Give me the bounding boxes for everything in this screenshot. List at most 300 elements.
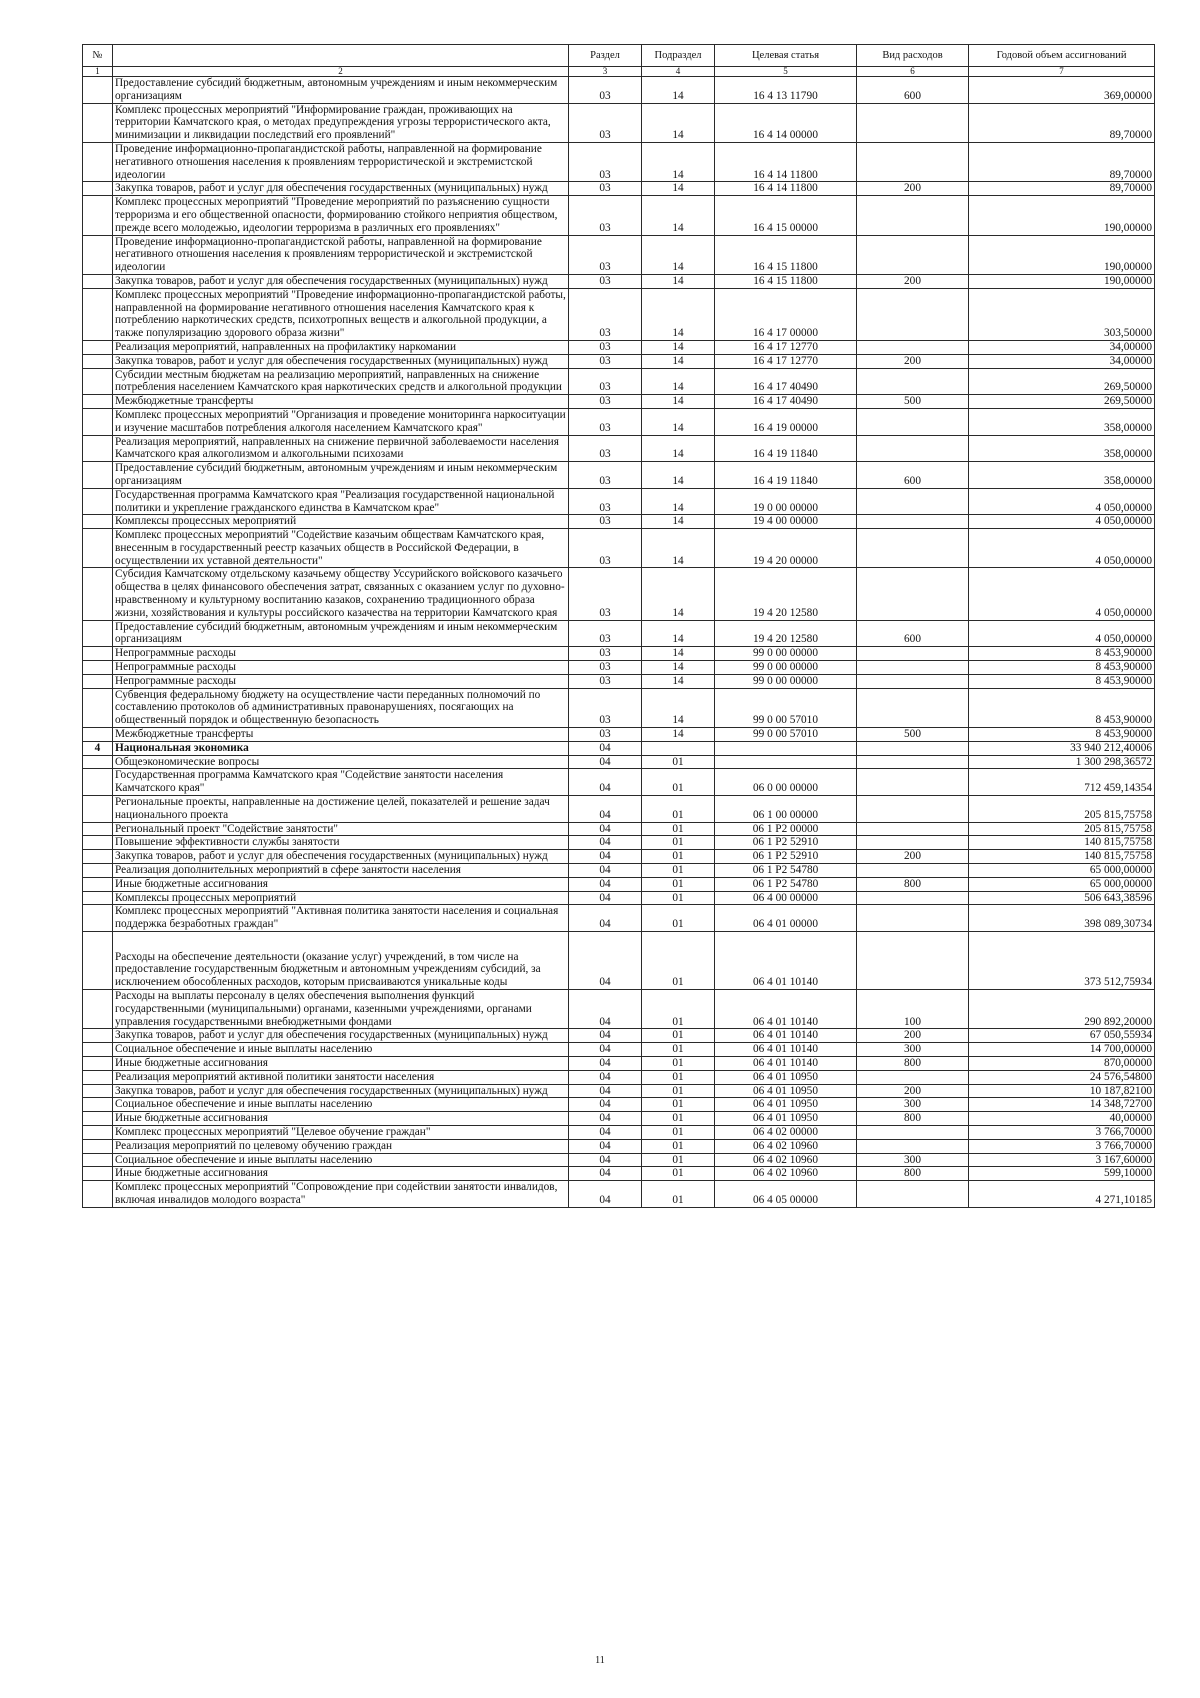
row-razdel: 04 [569,864,642,878]
row-celevaya: 06 1 P2 54780 [715,877,857,891]
table-row [83,462,1155,489]
row-podrazdel: 14 [642,462,715,489]
row-celevaya: 06 4 01 10140 [715,1029,857,1043]
row-name: Непрограммные расходы [113,647,569,661]
row-razdel: 04 [569,932,642,990]
row-podrazdel: 01 [642,1043,715,1057]
table-row [83,1125,1155,1139]
table-row [83,796,1155,823]
row-podrazdel: 14 [642,728,715,742]
row-name: Региональные проекты, направленные на достижение целей, показателей и решение задач национального проекта [113,796,569,823]
row-sum: 14 700,00000 [969,1043,1155,1057]
row-name: Комплексы процессных мероприятий [113,891,569,905]
table-row [83,1139,1155,1153]
header-celevaya: Целевая статья [715,45,857,67]
row-number [83,647,113,661]
row-celevaya: 06 4 01 10950 [715,1084,857,1098]
table-row [83,340,1155,354]
header-obem: Годовой объем ассигнований [969,45,1155,67]
row-celevaya: 06 1 P2 54780 [715,864,857,878]
row-celevaya: 16 4 17 12770 [715,354,857,368]
row-celevaya: 06 4 02 10960 [715,1167,857,1181]
row-number [83,864,113,878]
row-name: Закупка товаров, работ и услуг для обеспечения государственных (муниципальных) нужд [113,354,569,368]
row-name: Расходы на обеспечение деятельности (оказание услуг) учреждений, в том числе на предоставление государственным бюджетным и автономным учреждениям субсидий, за исключением обособленных расходов, которым присваиваются уникальные коды [113,932,569,990]
row-vid: 600 [857,620,969,647]
row-vid: 200 [857,354,969,368]
row-razdel: 04 [569,822,642,836]
row-sum: 3 766,70000 [969,1125,1155,1139]
row-number [83,769,113,796]
row-razdel: 03 [569,462,642,489]
row-name: Комплекс процессных мероприятий "Содействие казачьим обществам Камчатского края, внесенным в государственный реестр казачьих обществ в Российской Федерации, в осуществлении их уставной деятельности" [113,529,569,568]
row-sum: 14 348,72700 [969,1098,1155,1112]
row-vid [857,103,969,142]
row-vid [857,568,969,620]
row-celevaya: 16 4 19 11840 [715,462,857,489]
row-number [83,274,113,288]
row-podrazdel: 14 [642,568,715,620]
row-razdel: 04 [569,1153,642,1167]
row-podrazdel: 14 [642,661,715,675]
row-podrazdel: 14 [642,340,715,354]
row-sum: 8 453,90000 [969,647,1155,661]
row-vid: 800 [857,1167,969,1181]
row-name: Иные бюджетные ассигнования [113,1056,569,1070]
row-name: Субвенция федеральному бюджету на осуществление части переданных полномочий по составлению протоколов об административных правонарушениях, посягающих на общественный порядок и общественную безопасность [113,688,569,727]
row-podrazdel [642,741,715,755]
row-sum: 4 271,10185 [969,1181,1155,1208]
row-name: Закупка товаров, работ и услуг для обеспечения государственных (муниципальных) нужд [113,1029,569,1043]
row-razdel: 04 [569,1043,642,1057]
row-name: Субсидии местным бюджетам на реализацию мероприятий, направленных на снижение потребления населением Камчатского края наркотических средств и алкогольной продукции [113,368,569,395]
row-podrazdel: 14 [642,288,715,340]
row-number [83,1070,113,1084]
row-sum: 369,00000 [969,77,1155,104]
row-sum: 4 050,00000 [969,529,1155,568]
row-podrazdel: 01 [642,822,715,836]
row-vid: 300 [857,1098,969,1112]
row-celevaya: 16 4 17 40490 [715,395,857,409]
row-name: Комплекс процессных мероприятий "Сопровождение при содействии занятости инвалидов, включая инвалидов молодого возраста" [113,1181,569,1208]
row-podrazdel: 01 [642,1084,715,1098]
row-razdel: 03 [569,182,642,196]
row-razdel: 04 [569,1112,642,1126]
row-celevaya [715,741,857,755]
row-vid: 800 [857,1112,969,1126]
header-num: № [83,45,113,67]
row-celevaya: 06 1 P2 52910 [715,836,857,850]
row-name: Общеэкономические вопросы [113,755,569,769]
row-name: Государственная программа Камчатского края "Реализация государственной национальной политики и укрепление гражданского единства в Камчатском крае" [113,488,569,515]
row-sum: 34,00000 [969,354,1155,368]
row-number [83,368,113,395]
table-row [83,822,1155,836]
row-celevaya: 16 4 13 11790 [715,77,857,104]
table-row [83,661,1155,675]
row-razdel: 03 [569,488,642,515]
table-row [83,103,1155,142]
row-razdel: 04 [569,1070,642,1084]
row-number [83,850,113,864]
row-name: Субсидия Камчатскому отдельскому казачьему обществу Уссурийского войскового казачьего общества в целях финансового обеспечения затрат, связанных с оказанием услуг по духовно-нравственному и культурному воспитанию казаков, сохранению традиционного образа жизни, хозяйствования и культуры российского казачества на территории Камчатского края [113,568,569,620]
row-sum: 190,00000 [969,235,1155,274]
row-sum: 8 453,90000 [969,688,1155,727]
row-vid: 200 [857,182,969,196]
row-sum: 358,00000 [969,408,1155,435]
row-name: Государственная программа Камчатского края "Содействие занятости населения Камчатского края" [113,769,569,796]
row-name: Иные бюджетные ассигнования [113,877,569,891]
row-podrazdel: 01 [642,1070,715,1084]
row-sum: 24 576,54800 [969,1070,1155,1084]
row-razdel: 04 [569,877,642,891]
table-row [83,1167,1155,1181]
row-name: Комплекс процессных мероприятий "Информирование граждан, проживающих на территории Камчатского края, о методах предупреждения угрозы террористического акта, минимизации и ликвидации последствий его проявлений" [113,103,569,142]
row-razdel: 03 [569,674,642,688]
row-podrazdel: 01 [642,1153,715,1167]
row-number [83,1029,113,1043]
row-vid [857,1070,969,1084]
row-celevaya: 99 0 00 00000 [715,674,857,688]
row-celevaya: 06 4 01 10950 [715,1070,857,1084]
row-podrazdel: 14 [642,77,715,104]
row-vid [857,1125,969,1139]
row-name: Межбюджетные трансферты [113,728,569,742]
row-razdel: 04 [569,1029,642,1043]
row-razdel: 04 [569,1084,642,1098]
row-name: Повышение эффективности службы занятости [113,836,569,850]
row-number [83,196,113,235]
row-name: Комплекс процессных мероприятий "Активная политика занятости населения и социальная поддержка безработных граждан" [113,905,569,932]
row-name: Комплекс процессных мероприятий "Организация и проведение мониторинга наркоситуации и изучение масштабов потребления алкоголя населением Камчатского края" [113,408,569,435]
row-vid: 600 [857,77,969,104]
row-podrazdel: 01 [642,769,715,796]
row-vid [857,932,969,990]
row-name: Предоставление субсидий бюджетным, автономным учреждениям и иным некоммерческим организациям [113,620,569,647]
row-sum: 140 815,75758 [969,850,1155,864]
row-razdel: 04 [569,796,642,823]
table-row [83,688,1155,727]
row-razdel: 03 [569,568,642,620]
row-sum: 190,00000 [969,196,1155,235]
row-razdel: 04 [569,755,642,769]
row-celevaya: 06 4 01 00000 [715,905,857,932]
row-sum: 373 512,75934 [969,932,1155,990]
row-celevaya: 06 0 00 00000 [715,769,857,796]
row-vid: 200 [857,1084,969,1098]
row-celevaya: 06 4 02 00000 [715,1125,857,1139]
row-sum: 506 643,38596 [969,891,1155,905]
row-name: Предоставление субсидий бюджетным, автономным учреждениям и иным некоммерческим организациям [113,462,569,489]
row-number [83,1125,113,1139]
row-celevaya: 06 4 01 10950 [715,1098,857,1112]
row-podrazdel: 14 [642,488,715,515]
row-razdel: 03 [569,395,642,409]
row-name: Комплекс процессных мероприятий "Проведение информационно-пропагандистской работы, направленной на формирование негативного отношения населения Камчатского края к потреблению наркотических средств, психотропных веществ и алкогольной продукции, а также популяризацию здорового образа жизни" [113,288,569,340]
row-razdel: 04 [569,905,642,932]
row-podrazdel: 14 [642,235,715,274]
row-name: Иные бюджетные ассигнования [113,1112,569,1126]
table-row [83,741,1155,755]
table-row [83,435,1155,462]
header-podrazdel: Подраздел [642,45,715,67]
row-podrazdel: 14 [642,515,715,529]
row-vid [857,515,969,529]
row-vid [857,905,969,932]
row-razdel: 03 [569,620,642,647]
table-row [83,395,1155,409]
row-razdel: 03 [569,529,642,568]
table-row [83,836,1155,850]
row-number [83,1043,113,1057]
row-number [83,688,113,727]
row-podrazdel: 01 [642,1125,715,1139]
row-celevaya: 06 4 02 10960 [715,1153,857,1167]
row-podrazdel: 01 [642,877,715,891]
row-number [83,932,113,990]
row-vid [857,891,969,905]
row-vid: 500 [857,395,969,409]
column-number: 1 [83,67,113,77]
row-razdel: 03 [569,340,642,354]
row-sum: 89,70000 [969,142,1155,181]
row-podrazdel: 14 [642,647,715,661]
row-name: Социальное обеспечение и иные выплаты населению [113,1098,569,1112]
row-number [83,435,113,462]
row-sum: 34,00000 [969,340,1155,354]
table-row [83,1098,1155,1112]
row-sum: 205 815,75758 [969,796,1155,823]
document-sheet [82,44,1154,1208]
row-number [83,1153,113,1167]
row-razdel: 04 [569,836,642,850]
row-podrazdel: 14 [642,274,715,288]
row-sum: 8 453,90000 [969,661,1155,675]
row-celevaya: 06 4 00 00000 [715,891,857,905]
row-vid [857,822,969,836]
row-razdel: 03 [569,408,642,435]
table-row [83,891,1155,905]
row-podrazdel: 14 [642,196,715,235]
row-celevaya: 06 4 01 10950 [715,1112,857,1126]
row-vid [857,196,969,235]
row-sum: 140 815,75758 [969,836,1155,850]
row-number [83,395,113,409]
row-number [83,1167,113,1181]
row-number [83,728,113,742]
row-vid: 600 [857,462,969,489]
row-name: Закупка товаров, работ и услуг для обеспечения государственных (муниципальных) нужд [113,182,569,196]
row-celevaya: 16 4 15 00000 [715,196,857,235]
row-razdel: 04 [569,1098,642,1112]
table-row [83,769,1155,796]
table-row [83,196,1155,235]
row-sum: 4 050,00000 [969,488,1155,515]
row-razdel: 04 [569,1167,642,1181]
table-row [83,77,1155,104]
row-name: Непрограммные расходы [113,661,569,675]
row-podrazdel: 14 [642,368,715,395]
row-celevaya: 06 1 P2 00000 [715,822,857,836]
row-podrazdel: 14 [642,688,715,727]
row-vid [857,235,969,274]
row-number [83,836,113,850]
row-razdel: 03 [569,103,642,142]
table-row [83,1056,1155,1070]
column-number: 4 [642,67,715,77]
row-name: Закупка товаров, работ и услуг для обеспечения государственных (муниципальных) нужд [113,274,569,288]
row-podrazdel: 01 [642,905,715,932]
row-celevaya: 06 1 P2 52910 [715,850,857,864]
budget-table [82,44,1155,1208]
row-razdel: 03 [569,515,642,529]
row-podrazdel: 14 [642,408,715,435]
row-celevaya: 16 4 17 00000 [715,288,857,340]
table-row [83,1084,1155,1098]
row-number [83,822,113,836]
row-podrazdel: 01 [642,932,715,990]
row-sum: 89,70000 [969,182,1155,196]
row-razdel: 03 [569,435,642,462]
row-number [83,340,113,354]
row-name: Проведение информационно-пропагандистской работы, направленной на формирование негативного отношения населения к проявлениям террористической и экстремистской идеологии [113,235,569,274]
row-number [83,1181,113,1208]
row-celevaya: 99 0 00 57010 [715,728,857,742]
row-vid [857,755,969,769]
row-razdel: 03 [569,728,642,742]
row-name: Реализация мероприятий по целевому обучению граждан [113,1139,569,1153]
row-razdel: 03 [569,142,642,181]
table-row [83,354,1155,368]
row-razdel: 04 [569,1056,642,1070]
row-sum: 65 000,00000 [969,864,1155,878]
row-name: Национальная экономика [113,741,569,755]
row-celevaya: 19 4 00 00000 [715,515,857,529]
row-vid: 200 [857,274,969,288]
row-celevaya: 16 4 19 00000 [715,408,857,435]
table-row [83,288,1155,340]
row-razdel: 04 [569,1181,642,1208]
row-podrazdel: 01 [642,891,715,905]
table-row [83,515,1155,529]
row-celevaya: 06 4 01 10140 [715,1043,857,1057]
row-razdel: 03 [569,647,642,661]
row-number [83,77,113,104]
row-vid [857,674,969,688]
row-sum: 40,00000 [969,1112,1155,1126]
row-celevaya: 16 4 17 40490 [715,368,857,395]
row-celevaya: 16 4 14 00000 [715,103,857,142]
row-number [83,796,113,823]
row-vid: 500 [857,728,969,742]
row-podrazdel: 14 [642,103,715,142]
row-razdel: 04 [569,990,642,1029]
row-podrazdel: 14 [642,529,715,568]
row-sum: 398 089,30734 [969,905,1155,932]
row-number [83,905,113,932]
row-razdel: 03 [569,354,642,368]
table-row [83,905,1155,932]
table-row [83,408,1155,435]
row-name: Закупка товаров, работ и услуг для обеспечения государственных (муниципальных) нужд [113,850,569,864]
row-celevaya: 99 0 00 00000 [715,661,857,675]
row-vid [857,488,969,515]
row-sum: 10 187,82100 [969,1084,1155,1098]
row-podrazdel: 01 [642,1112,715,1126]
table-row [83,274,1155,288]
row-sum: 65 000,00000 [969,877,1155,891]
row-vid [857,368,969,395]
row-name: Непрограммные расходы [113,674,569,688]
row-vid [857,741,969,755]
row-celevaya: 16 4 15 11800 [715,235,857,274]
row-sum: 190,00000 [969,274,1155,288]
table-row [83,620,1155,647]
row-vid: 800 [857,877,969,891]
row-celevaya [715,755,857,769]
row-vid [857,769,969,796]
row-podrazdel: 01 [642,864,715,878]
column-number: 6 [857,67,969,77]
table-row [83,850,1155,864]
row-celevaya: 19 4 20 00000 [715,529,857,568]
row-number [83,755,113,769]
header-razdel: Раздел [569,45,642,67]
row-vid: 200 [857,1029,969,1043]
row-sum: 358,00000 [969,435,1155,462]
row-vid [857,529,969,568]
table-row [83,1070,1155,1084]
row-sum: 4 050,00000 [969,620,1155,647]
row-sum: 33 940 212,40006 [969,741,1155,755]
row-podrazdel: 01 [642,990,715,1029]
row-podrazdel: 14 [642,142,715,181]
page-number: 11 [595,1655,605,1666]
row-name: Реализация мероприятий, направленных на снижение первичной заболеваемости населения Камчатского края алкоголизмом и алкогольными психозами [113,435,569,462]
row-vid [857,435,969,462]
row-celevaya: 06 1 00 00000 [715,796,857,823]
row-celevaya: 16 4 14 11800 [715,142,857,181]
row-number [83,1098,113,1112]
row-name: Закупка товаров, работ и услуг для обеспечения государственных (муниципальных) нужд [113,1084,569,1098]
row-celevaya: 99 0 00 00000 [715,647,857,661]
row-podrazdel: 01 [642,796,715,823]
row-number [83,1112,113,1126]
row-name: Социальное обеспечение и иные выплаты населению [113,1153,569,1167]
table-row [83,1153,1155,1167]
row-number [83,408,113,435]
row-sum: 599,10000 [969,1167,1155,1181]
row-sum: 870,00000 [969,1056,1155,1070]
row-name: Социальное обеспечение и иные выплаты населению [113,1043,569,1057]
row-sum: 290 892,20000 [969,990,1155,1029]
row-number [83,1139,113,1153]
row-vid [857,1181,969,1208]
row-celevaya: 16 4 15 11800 [715,274,857,288]
row-vid [857,647,969,661]
row-celevaya: 19 0 00 00000 [715,488,857,515]
row-razdel: 03 [569,688,642,727]
row-name: Реализация мероприятий активной политики занятости населения [113,1070,569,1084]
row-name: Региональный проект "Содействие занятости" [113,822,569,836]
row-vid: 300 [857,1043,969,1057]
row-sum: 269,50000 [969,395,1155,409]
table-row [83,488,1155,515]
row-celevaya: 19 4 20 12580 [715,568,857,620]
row-vid: 100 [857,990,969,1029]
row-razdel: 03 [569,235,642,274]
row-vid [857,1139,969,1153]
